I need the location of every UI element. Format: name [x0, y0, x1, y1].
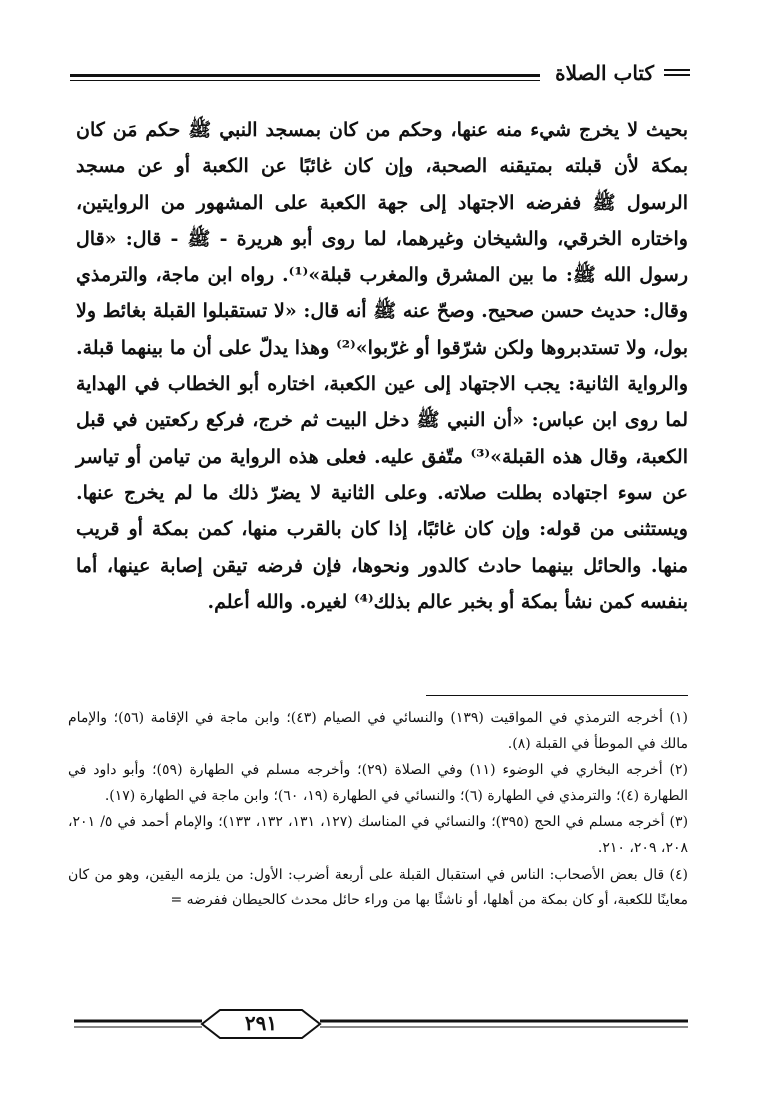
main-text: [76, 112, 688, 620]
header-ornament: [664, 69, 690, 78]
footnote-4: (٤) قال بعض الأصحاب: الناس في استقبال القبلة على أربعة أضرب: الأول: من يلزمه اليقين، وهو من كان معاينًا للكعبة، أو كان بمكة من أهلها، أو ناشئًا بها من وراء حائل محدث كالحيطان ففرضه =: [68, 866, 688, 909]
footnote-separator: [426, 695, 688, 696]
page-footer: [74, 1008, 688, 1040]
body-paragraph: بحيث لا يخرج شيء منه عنها، وحكم من كان بمسجد النبي ﷺ حكم مَن كان بمكة لأن قبلته بمتيقنه الصحبة، وإن كان غائبًا عن الكعبة أو عن مسجد الرسول ﷺ ففرضه الاجتهاد إلى جهة الكعبة على المشهور من الروايتين، واختاره الخرقي، والشيخان وغيرهما، لما روى أبو هريرة - ﷺ - قال: «قال رسول الله ﷺ: ما بين المشرق والمغرب قبلة»⁽¹⁾. رواه ابن ماجة، والترمذي وقال: حديث حسن صحيح. وصحّ عنه ﷺ أنه قال: «لا تستقبلوا القبلة بغائط ولا بول، ولا تستدبروها ولكن شرّقوا أو غرّبوا»⁽²⁾ وهذا يدلّ على أن ما بينهما قبلة. والرواية الثانية: يجب الاجتهاد إلى عين الكعبة، اختاره أبو الخطاب في الهداية لما روى ابن عباس: «أن النبي ﷺ دخل البيت ثم خرج، فركع ركعتين في قبل الكعبة، وقال هذه القبلة»⁽³⁾ متّفق عليه. فعلى هذه الرواية من تيامن أو تياسر عن سوء اجتهاده بطلت صلاته. وعلى الثانية لا يضرّ ذلك ما لم يخرج عنها. ويستثنى من قوله: وإن كان غائبًا، إذا كان بالقرب منها، كمن بمكة أو قريب منها. والحائل بينهما حادث كالدور ونحوها، فإن فرضه تيقن إصابة عينها، أما بنفسه كمن نشأ بمكة أو بخبر عالم بذلك⁽⁴⁾ لغيره. والله أعلم.: [76, 119, 688, 613]
page-number: ٢٩١: [244, 1011, 278, 1035]
footnote-2: (٢) أخرجه البخاري في الوضوء (١١) وفي الصلاة (٢٩)؛ وأخرجه مسلم في الطهارة (٥٩)؛ وأبو داود في الطهارة (٤)؛ والترمذي في الطهارة (٦)؛ والنسائي في الطهارة (١٩، ٦٠)؛ وابن ماجة في الطهارة (١٧).: [68, 762, 689, 804]
header-rule: [70, 74, 540, 81]
footnotes-list: [68, 706, 688, 915]
running-header: [70, 60, 690, 90]
page-number-ornament: [74, 1008, 688, 1040]
footnote-3: (٣) أخرجه مسلم في الحج (٣٩٥)؛ والنسائي في المناسك (١٢٧، ١٣١، ١٣٢، ١٣٣)؛ والإمام أحمد في ٥/ ٢٠١، ٢٠٨، ٢٠٩، ٢١٠.: [68, 814, 689, 856]
chapter-title: كتاب الصلاة: [555, 61, 654, 85]
footnote-1: (١) أخرجه الترمذي في المواقيت (١٣٩) والنسائي في الصيام (٤٣)؛ وابن ماجة في الإقامة (٥٦)؛ والإمام مالك في الموطأ في القبلة (٨).: [68, 710, 688, 752]
